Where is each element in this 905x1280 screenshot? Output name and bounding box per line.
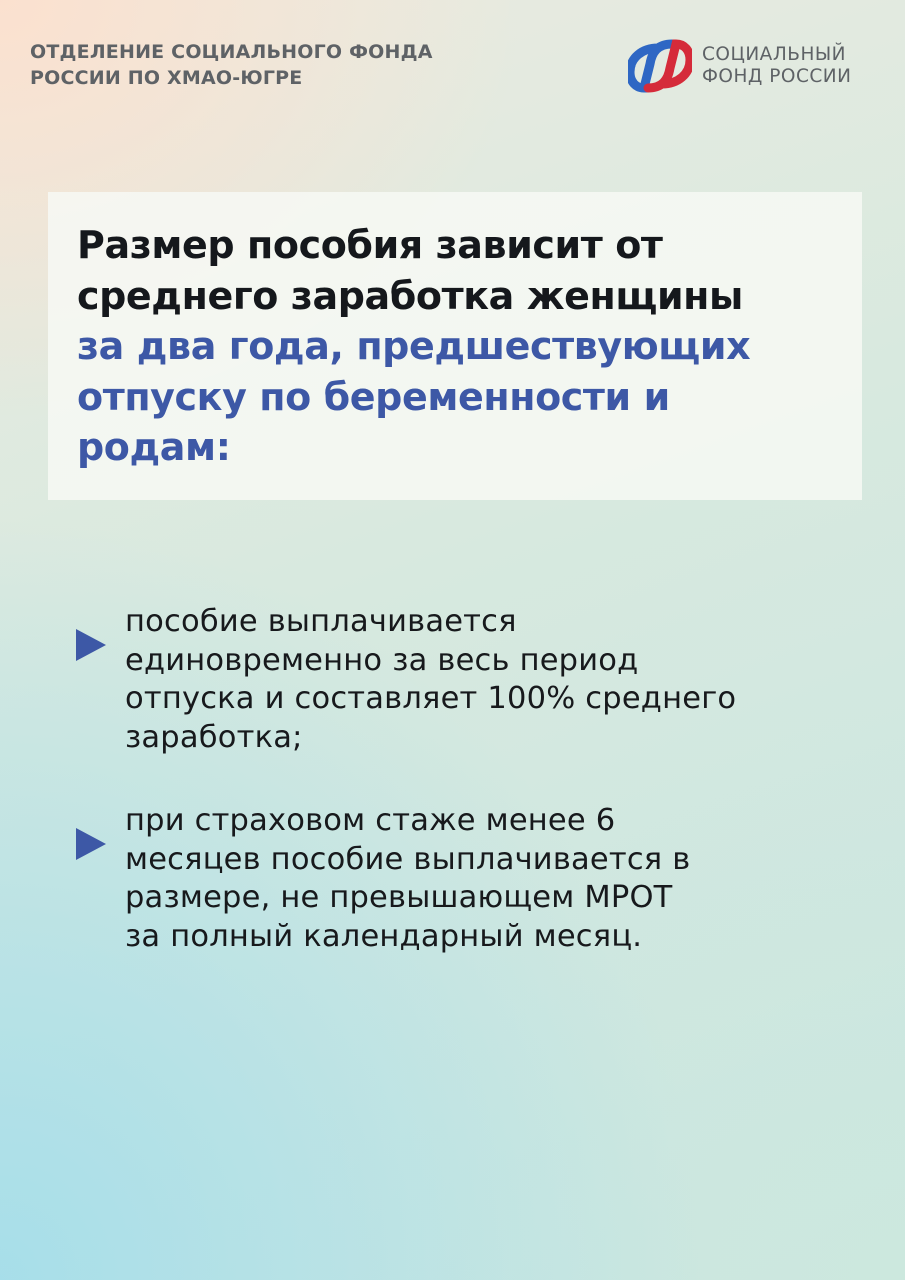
headline-line-5: родам: <box>77 425 231 469</box>
sfr-logo <box>628 38 878 94</box>
headline-line-2: среднего заработка женщины <box>77 273 743 318</box>
headline-card <box>48 192 862 500</box>
triangle-bullet-icon <box>76 828 106 860</box>
sfr-logo-icon <box>628 38 692 94</box>
logo-text <box>702 44 851 88</box>
logo-text-line-1: СОЦИАЛЬНЫЙ <box>702 44 847 65</box>
logo-text-line-2: ФОНД РОССИИ <box>702 66 852 87</box>
list-item <box>76 802 856 956</box>
org-name <box>30 39 530 91</box>
bullet-2-line-1: при страховом стаже менее 6 <box>125 803 616 838</box>
headline-text <box>77 220 834 473</box>
headline-line-4: отпуску по беременности и <box>77 374 670 419</box>
headline-line-1: Размер пособия зависит от <box>77 223 663 267</box>
headline-line-3: за два года, предшествующих <box>77 324 751 368</box>
triangle-bullet-icon <box>76 629 106 661</box>
bullet-1-line-2: единовременно за весь период <box>125 642 639 678</box>
org-name-line-1: ОТДЕЛЕНИЕ СОЦИАЛЬНОГО ФОНДА <box>30 41 433 63</box>
bullet-1-line-1: пособие выплачивается <box>125 604 517 639</box>
bullet-text <box>125 802 856 956</box>
bullet-1-line-4: заработка; <box>125 719 303 755</box>
org-name-line-2: РОССИИ ПО ХМАО-ЮГРЕ <box>30 67 303 89</box>
bullet-2-line-4: за полный календарный месяц. <box>125 918 643 954</box>
list-item <box>76 603 856 757</box>
bullet-2-line-3: размере, не превышающем МРОТ <box>125 880 673 915</box>
bullet-text <box>125 603 856 757</box>
bullet-list <box>76 603 856 1001</box>
bullet-2-line-2: месяцев пособие выплачивается в <box>125 841 691 877</box>
bullet-1-line-3: отпуска и составляет 100% среднего <box>125 681 737 716</box>
